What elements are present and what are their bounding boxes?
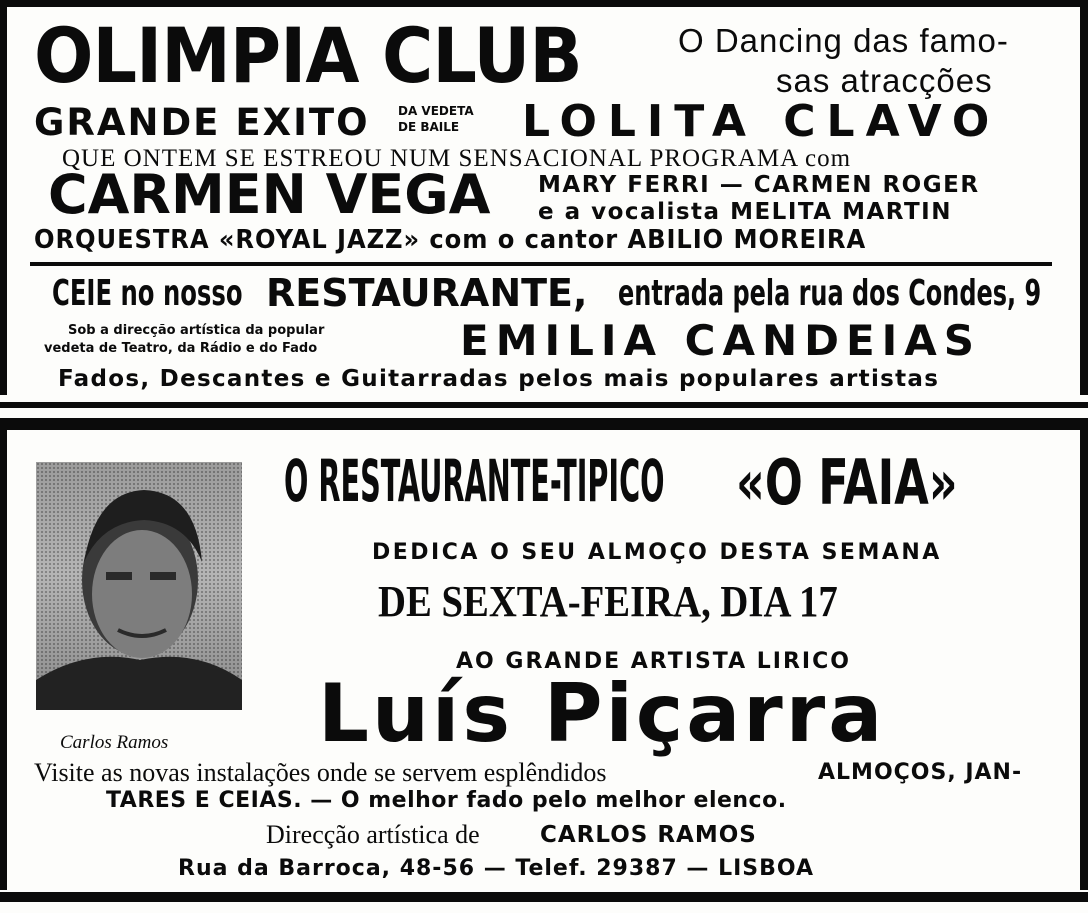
da-vedeta: DA VEDETA	[398, 104, 474, 118]
carlos-ramos-name: CARLOS RAMOS	[540, 822, 757, 848]
fados-line: Fados, Descantes e Guitarradas pelos mais populares artistas	[58, 366, 940, 392]
tagline-line-2: sas atracções	[776, 62, 993, 99]
address-line: Rua da Barroca, 48-56 — Telef. 29387 — LISBOA	[178, 856, 815, 881]
restaurante-word: RESTAURANTE,	[266, 271, 588, 315]
photo-caption: Carlos Ramos	[60, 732, 169, 753]
luis-picarra: Luís Piçarra	[318, 667, 886, 760]
vocalista-line: e a vocalista MELITA MARTIN	[538, 199, 952, 225]
left-border-bottom	[0, 418, 7, 890]
emilia-candeias: EMILIA CANDEIAS	[460, 316, 982, 365]
right-border-top	[1080, 0, 1088, 395]
direccao-line-1: Sob a direcção artística da popular	[68, 323, 325, 338]
tagline-line-1: O Dancing das famo-	[678, 22, 1009, 59]
restaurante-tipico: O RESTAURANTE-TIPICO	[284, 447, 665, 515]
visite-text: Visite as novas instalações onde se servem esplêndidos	[34, 758, 607, 787]
carmen-vega: CARMEN VEGA	[48, 163, 491, 226]
separator-top	[0, 402, 1088, 408]
club-name: OLIMPIA CLUB	[34, 11, 582, 100]
almocos-text: ALMOÇOS, JAN-	[818, 760, 1023, 785]
right-border-bottom	[1080, 418, 1088, 890]
orquestra-line: ORQUESTRA «ROYAL JAZZ» com o cantor ABILIO MOREIRA	[34, 225, 867, 255]
artista-lirico: AO GRANDE ARTISTA LIRICO	[456, 649, 851, 674]
portrait-silhouette	[36, 462, 242, 710]
mary-ferri-line: MARY FERRI — CARMEN ROGER	[538, 172, 980, 198]
ceie-suffix: entrada pela rua dos Condes, 9	[618, 273, 1042, 314]
de-baile: DE BAILE	[398, 120, 460, 134]
dedica-line: DEDICA O SEU ALMOÇO DESTA SEMANA	[372, 540, 942, 565]
programa-line: QUE ONTEM SE ESTREOU NUM SENSACIONAL PROGRAMA com	[62, 145, 852, 172]
sexta-feira-line: DE SEXTA-FEIRA, DIA 17	[378, 577, 838, 626]
middle-rule	[30, 262, 1052, 266]
o-faia-title: «O FAIA»	[736, 446, 958, 519]
ceie-prefix: CEIE no nosso	[52, 273, 243, 314]
lolita-clavo: LOLITA CLAVO	[522, 96, 1001, 147]
direccao-prefix: Direcção artística de	[266, 820, 480, 849]
direccao-line-2: vedeta de Teatro, da Rádio e do Fado	[44, 341, 318, 356]
bottom-border	[0, 892, 1088, 902]
grande-exito: GRANDE EXITO	[34, 101, 370, 144]
visite-line-2: TARES E CEIAS. — O melhor fado pelo melhor elenco.	[106, 788, 787, 813]
left-border-top	[0, 0, 7, 395]
separator-bottom	[0, 418, 1088, 430]
portrait-photo	[36, 462, 242, 710]
top-border	[0, 0, 1088, 7]
